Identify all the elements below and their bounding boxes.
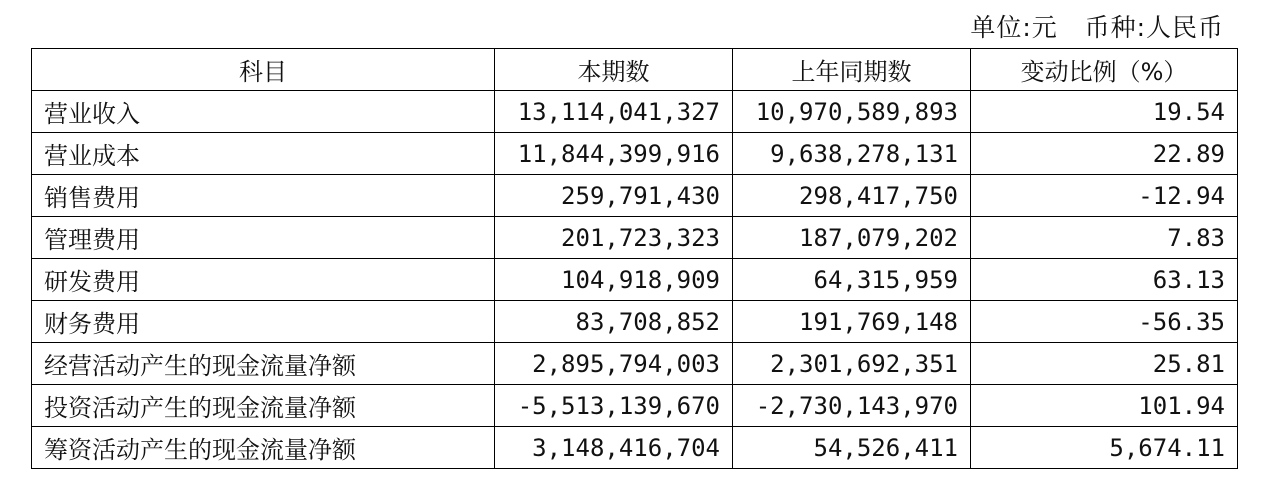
table-row — [32, 91, 1238, 133]
current-value: 201,723,323 — [495, 217, 733, 259]
change-ratio: 5,674.11 — [971, 427, 1238, 469]
header-row — [32, 49, 1238, 91]
row-label: 财务费用 — [32, 301, 495, 343]
table-row — [32, 343, 1238, 385]
table-row — [32, 133, 1238, 175]
table-row — [32, 427, 1238, 469]
prior-value: 9,638,278,131 — [733, 133, 971, 175]
current-value: 13,114,041,327 — [495, 91, 733, 133]
change-ratio: 101.94 — [971, 385, 1238, 427]
header-item: 科目 — [32, 49, 495, 91]
header-current-period: 本期数 — [495, 49, 733, 91]
row-label: 销售费用 — [32, 175, 495, 217]
current-value: 3,148,416,704 — [495, 427, 733, 469]
current-value: 11,844,399,916 — [495, 133, 733, 175]
change-ratio: 19.54 — [971, 91, 1238, 133]
table-header — [32, 49, 1238, 91]
prior-value: 10,970,589,893 — [733, 91, 971, 133]
change-ratio: 25.81 — [971, 343, 1238, 385]
current-value: 259,791,430 — [495, 175, 733, 217]
row-label: 筹资活动产生的现金流量净额 — [32, 427, 495, 469]
row-label: 营业收入 — [32, 91, 495, 133]
unit-currency-note: 单位:元 币种:人民币 — [970, 13, 1224, 42]
prior-value: -2,730,143,970 — [733, 385, 971, 427]
financial-statement-table — [31, 48, 1238, 469]
row-label: 管理费用 — [32, 217, 495, 259]
change-ratio: -12.94 — [971, 175, 1238, 217]
prior-value: 298,417,750 — [733, 175, 971, 217]
prior-value: 64,315,959 — [733, 259, 971, 301]
header-change-ratio: 变动比例（%） — [971, 49, 1238, 91]
header-prior-period: 上年同期数 — [733, 49, 971, 91]
current-value: -5,513,139,670 — [495, 385, 733, 427]
table-body — [32, 91, 1238, 469]
prior-value: 187,079,202 — [733, 217, 971, 259]
current-value: 2,895,794,003 — [495, 343, 733, 385]
table-row — [32, 385, 1238, 427]
table-row — [32, 217, 1238, 259]
prior-value: 191,769,148 — [733, 301, 971, 343]
change-ratio: 22.89 — [971, 133, 1238, 175]
change-ratio: 63.13 — [971, 259, 1238, 301]
current-value: 83,708,852 — [495, 301, 733, 343]
table-row — [32, 259, 1238, 301]
row-label: 经营活动产生的现金流量净额 — [32, 343, 495, 385]
table-row — [32, 301, 1238, 343]
row-label: 营业成本 — [32, 133, 495, 175]
row-label: 投资活动产生的现金流量净额 — [32, 385, 495, 427]
table-row — [32, 175, 1238, 217]
change-ratio: 7.83 — [971, 217, 1238, 259]
current-value: 104,918,909 — [495, 259, 733, 301]
row-label: 研发费用 — [32, 259, 495, 301]
prior-value: 2,301,692,351 — [733, 343, 971, 385]
change-ratio: -56.35 — [971, 301, 1238, 343]
prior-value: 54,526,411 — [733, 427, 971, 469]
